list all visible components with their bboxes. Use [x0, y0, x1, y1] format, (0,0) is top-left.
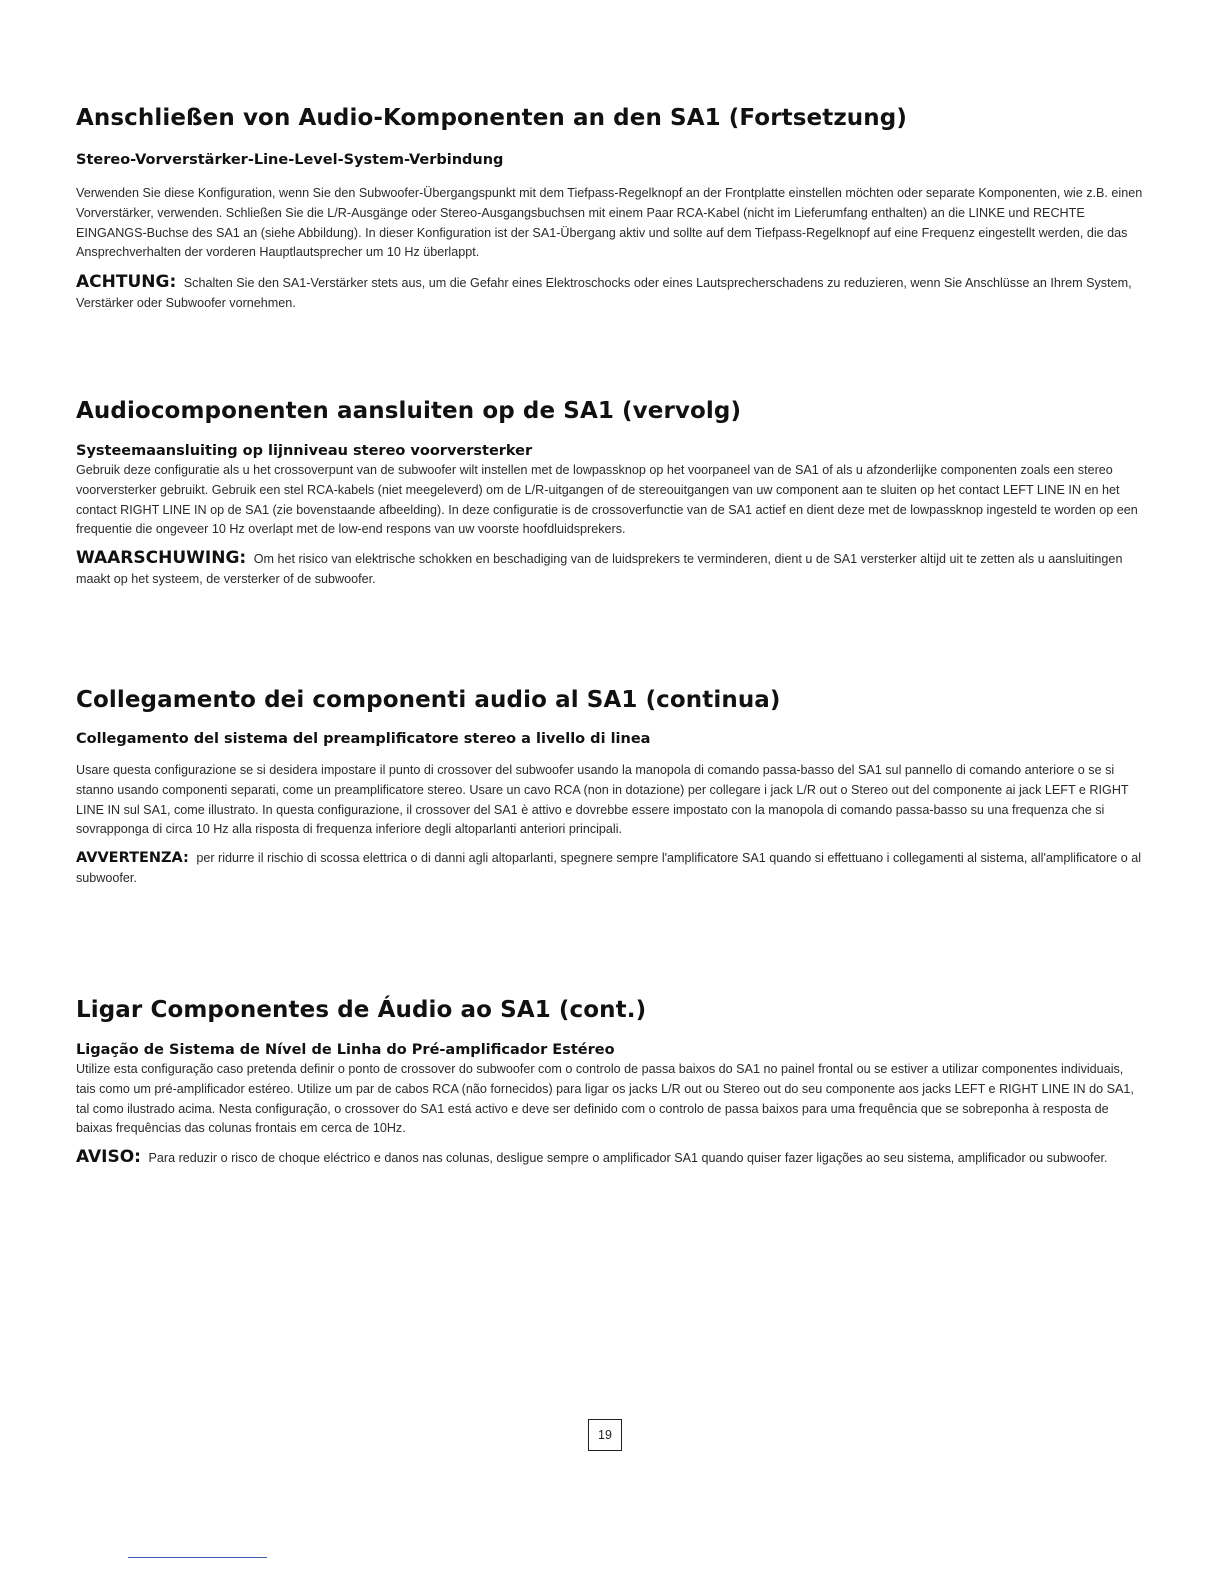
warning-text: Om het risico van elektrische schokken en beschadiging van de luidsprekers te verminderen, dient u de SA1 versterker altijd uit te zetten als u aansluitingen maakt op het systeem, de versterker of de subwoofer.	[76, 552, 1123, 587]
section-title: Audiocomponenten aansluiten op de SA1 (vervolg)	[76, 398, 742, 424]
section-italian	[76, 685, 1144, 888]
section-dutch	[76, 396, 1144, 589]
warning-label: AVISO:	[76, 1147, 141, 1168]
section-portuguese	[76, 995, 1144, 1168]
warning-paragraph	[76, 1147, 1144, 1168]
section-subtitle: Ligação de Sistema de Nível de Linha do Pré-amplificador Estéreo	[76, 1042, 615, 1058]
section-title: Collegamento dei componenti audio al SA1 (continua)	[76, 687, 781, 713]
section-german	[76, 103, 1144, 313]
warning-paragraph	[76, 848, 1144, 888]
section-body: Gebruik deze configuratie als u het crossoverpunt van de subwoofer wilt instellen met de lowpassknop op het voorpaneel van de SA1 of als u afzonderlijke componenten zoals een stereo voorversterker gebruikt. Gebruik een stel RCA-kabels (niet meegeleverd) om de L/R-uitgangen of de stereouitgangen van uw component aan te sluiten op het contact LEFT LINE IN en het contact RIGHT LINE IN op de SA1 (zie bovenstaande afbeelding). In deze configuratie is de crossoverfunctie van de SA1 actief en dient deze met de lowpassknop ingesteld te worden op een frequentie die ongeveer 10 Hz overlapt met de low-end respons van uw voorste hoofdluidsprekers.	[76, 463, 1138, 537]
warning-text: per ridurre il rischio di scossa elettrica o di danni agli altoparlanti, spegnere sempre l'amplificatore SA1 quando si effettuano i collegamenti al sistema, all'amplificatore o al subwoofer.	[76, 851, 1142, 886]
warning-text: Schalten Sie den SA1-Verstärker stets aus, um die Gefahr eines Elektroschocks oder eines Lautsprecherschadens zu reduzieren, wenn Sie Anschlüsse an Ihrem System, Verstärker oder Subwoofer vornehmen.	[76, 276, 1132, 311]
section-body: Usare questa configurazione se si desidera impostare il punto di crossover del subwoofer usando la manopola di comando passa-basso del SA1 sul pannello di comando anteriore o se si stanno usando componenti separati, come un preamplificatore stereo. Usare un cavo RCA (non in dotazione) per collegare i jack L/R out o Stereo out del componente ai jack LEFT e RIGHT LINE IN sul SA1, come illustrato. In questa configurazione, il crossover del SA1 è attivo e dovrebbe essere impostato con la manopola di comando passa-basso su una frequenza che si sovrapponga di circa 10 Hz alla risposta di frequenza inferiore degli altoparlanti anteriori principali.	[76, 763, 1129, 837]
section-body: Verwenden Sie diese Konfiguration, wenn Sie den Subwoofer-Übergangspunkt mit dem Tiefpass-Regelknopf an der Frontplatte einstellen möchten oder separate Komponenten, wie z.B. einen Vorverstärker, verwenden. Schließen Sie die L/R-Ausgänge oder Stereo-Ausgangsbuchsen mit einem Paar RCA-Kabel (nicht im Lieferumfang enthalten) an die LINKE und RECHTE EINGANGS-Buchse des SA1 an (siehe Abbildung). In dieser Konfiguration ist der SA1-Übergang aktiv und sollte auf dem Tiefpass-Regelknopf auf eine Frequenz eingestellt werden, die das Ansprechverhalten der vorderen Hauptlautsprecher um 10 Hz überlappt.	[76, 186, 1143, 260]
footer-rule	[128, 1557, 267, 1558]
section-subtitle: Systeemaansluiting op lijnniveau stereo voorversterker	[76, 443, 533, 459]
warning-label: ACHTUNG:	[76, 272, 177, 293]
warning-paragraph	[76, 272, 1144, 313]
page-number: 19	[588, 1419, 622, 1451]
section-body: Utilize esta configuração caso pretenda definir o ponto de crossover do subwoofer com o controlo de passa baixos do SA1 no painel frontal ou se estiver a utilizar componentes individuais, tais como um pré-amplificador estéreo. Utilize um par de cabos RCA (não fornecidos) para ligar os jacks L/R out ou Stereo out do seu componente aos jacks LEFT e RIGHT LINE IN do SA1, tal como ilustrado acima. Nesta configuração, o crossover do SA1 está activo e deve ser definido com o controlo de passa baixos para uma frequência que se sobreponha à resposta de baixas frequências das colunas frontais em cerca de 10Hz.	[76, 1062, 1134, 1136]
warning-label: AVVERTENZA:	[76, 850, 189, 867]
warning-paragraph	[76, 548, 1144, 589]
section-subtitle: Stereo-Vorverstärker-Line-Level-System-Verbindung	[76, 152, 504, 168]
section-subtitle: Collegamento del sistema del preamplificatore stereo a livello di linea	[76, 731, 651, 747]
warning-text: Para reduzir o risco de choque eléctrico e danos nas colunas, desligue sempre o amplificador SA1 quando quiser fazer ligações ao seu sistema, amplificador ou subwoofer.	[148, 1151, 1108, 1166]
warning-label: WAARSCHUWING:	[76, 548, 247, 569]
section-title: Ligar Componentes de Áudio ao SA1 (cont.)	[76, 997, 647, 1023]
section-title: Anschließen von Audio-Komponenten an den SA1 (Fortsetzung)	[76, 105, 907, 131]
